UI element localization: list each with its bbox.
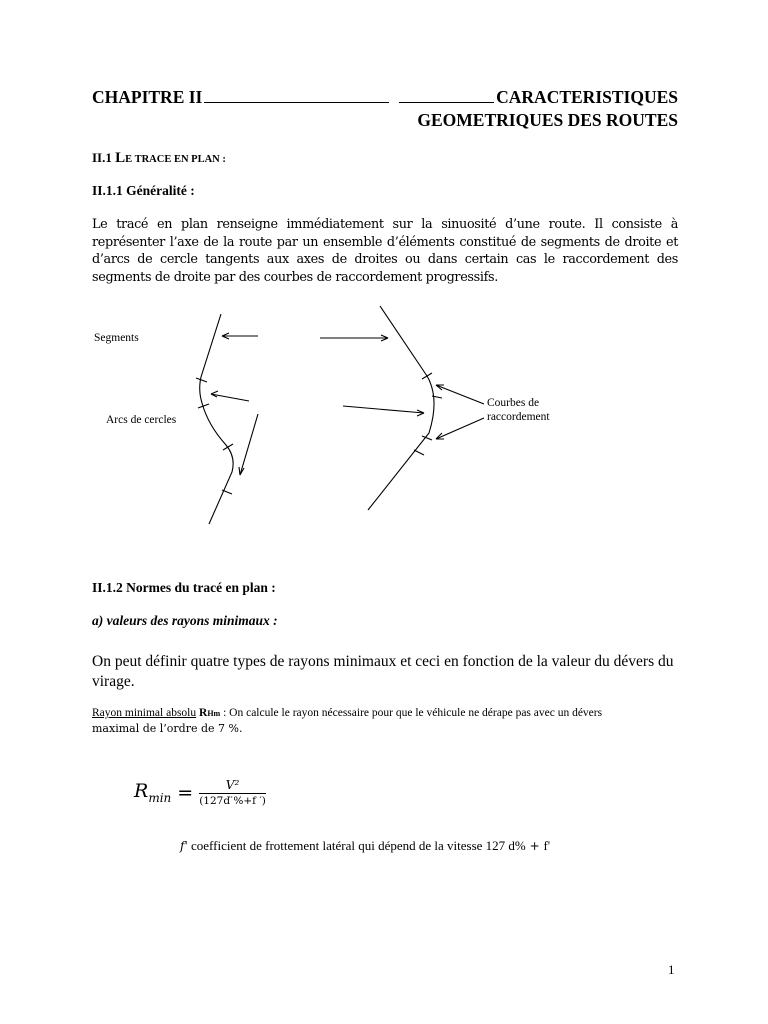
left-tick-1 (196, 378, 207, 382)
chapter-topic: CARACTERISTIQUES (496, 87, 678, 107)
rayon-text-2: maximal de l’ordre de 7 %. (92, 722, 243, 735)
section-heading (92, 150, 226, 167)
subsection-heading-generalite: II.1.1 Généralité : (92, 183, 195, 198)
chapter-title (92, 87, 678, 108)
arrow-right-arc (343, 406, 424, 413)
subsection-heading-rayons: a) valeurs des rayons minimaux : (92, 613, 278, 628)
arrow-curve (240, 414, 258, 475)
arrow-courbes-1 (436, 385, 484, 404)
f-symbol: f' (180, 839, 188, 853)
left-tick-3 (223, 444, 233, 450)
label-arcs: Arcs de cercles (106, 414, 177, 426)
right-tick-4 (414, 450, 424, 455)
f-text: coefficient de frottement latéral qui dépend de la vitesse 127 d% (187, 838, 526, 853)
rayon-subscript: Hm (207, 709, 221, 718)
generalite-paragraph: Le tracé en plan renseigne immédiatement sur la sinuosité d’une route. Il consiste à représenter l’axe de la route par un ensemble d’éléments constitué de segments de droite et d’arcs de cercle tangents aux axes de droites ou dans certain cas le raccordement des segments de droite par des courbes de raccordement progressifs. (92, 217, 678, 285)
f-coefficient-line (180, 838, 550, 854)
right-tick-1 (422, 373, 432, 379)
label-courbes-2: raccordement (487, 411, 550, 423)
rayon-definition (92, 706, 682, 737)
rayon-term: Rayon minimal absolu (92, 707, 197, 719)
section-title: E TRACE EN PLAN : (125, 154, 226, 165)
trace-figure (0, 300, 768, 545)
page-number: 1 (668, 962, 675, 977)
formula-numerator: V² (225, 778, 240, 792)
rmin-formula (134, 778, 266, 807)
formula-equals: = (177, 781, 194, 804)
chapter-rule-right (399, 102, 494, 103)
arrow-courbes-2 (436, 418, 484, 439)
formula-fraction (199, 778, 266, 807)
rayons-intro: On peut définir quatre types de rayons minimaux et ceci en fonction de la valeur du dévers du virage. (92, 653, 674, 690)
section-initial: L (115, 150, 126, 166)
subsection-heading-normes: II.1.2 Normes du tracé en plan : (92, 580, 276, 595)
right-road-axis (368, 306, 434, 510)
chapter-subtitle: GEOMETRIQUES DES ROUTES (417, 110, 678, 130)
label-courbes-1: Courbes de (487, 397, 540, 409)
label-segments: Segments (94, 332, 139, 344)
chapter-label: CHAPITRE II (92, 87, 203, 107)
arrow-arcs-head (211, 391, 218, 397)
formula-lhs: $R_{min}$ (134, 780, 172, 805)
f-plus: + (525, 839, 544, 853)
formula-denominator: (127d ̈%+f ′) (199, 795, 266, 807)
f-end: f' (543, 838, 551, 853)
arrow-arcs (211, 394, 249, 401)
rayon-text: : On calcule le rayon nécessaire pour que le véhicule ne dérape pas avec un dévers (220, 707, 603, 719)
section-number: II.1 (92, 150, 112, 165)
rayon-symbol: R (199, 707, 208, 719)
chapter-rule-left (204, 102, 389, 103)
